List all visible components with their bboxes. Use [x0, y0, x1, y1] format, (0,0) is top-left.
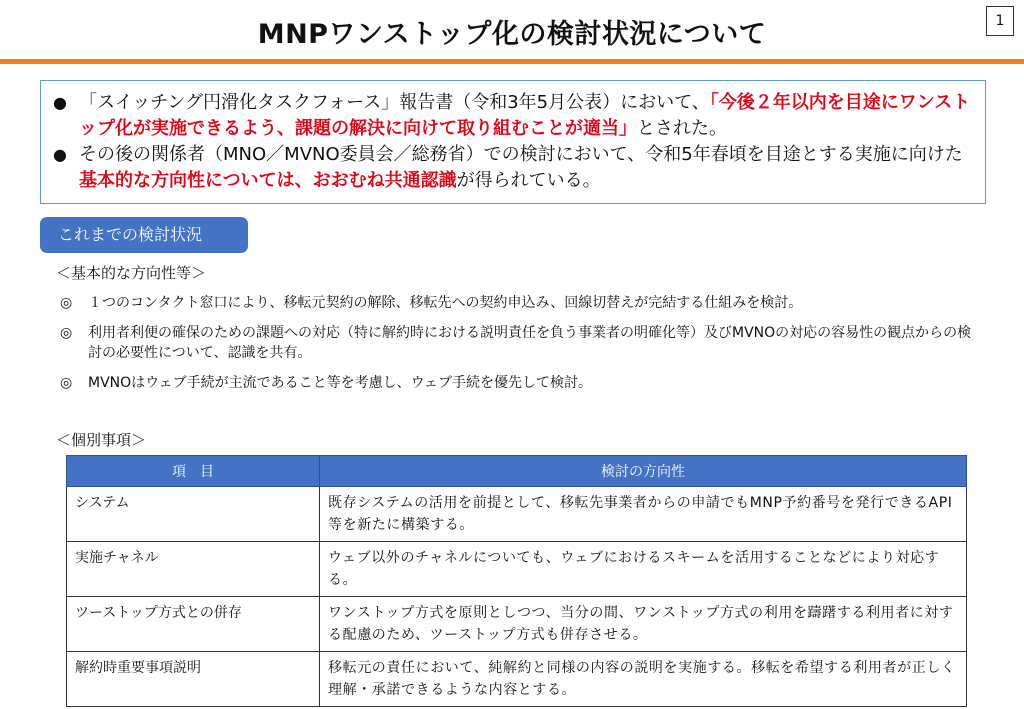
- basic-direction-heading: ＜基本的な方向性等＞: [56, 264, 207, 282]
- column-header-item: 項 目: [67, 456, 320, 487]
- list-item: ◎ MVNOはウェブ手続が主流であること等を考慮し、ウェブ手続を優先して検討。: [60, 375, 593, 391]
- list-item: ◎ 利用者利便の確保のための課題への対応（特に解約時における説明責任を負う事業者の明確化等）及びMVNOの対応の容易性の観点からの検討の必要性について、認識を共有。: [60, 325, 972, 361]
- table-cell-item: 実施チャネル: [67, 542, 320, 597]
- table-cell-direction: 既存システムの活用を前提として、移転先事業者からの申請でもMNP予約番号を発行できるAPI等を新たに構築する。: [320, 487, 967, 542]
- page-number: 1: [986, 6, 1014, 36]
- individual-items-heading: ＜個別事項＞: [56, 431, 147, 449]
- double-circle-icon: ◎: [60, 325, 73, 341]
- table-cell-direction: ワンストップ方式を原則としつつ、当分の間、ワンストップ方式の利用を躊躇する利用者に対する配慮のため、ツーストップ方式も併存させる。: [320, 597, 967, 652]
- summary-paragraph-2: [53, 142, 975, 194]
- summary-1-tail: とされた。: [637, 118, 727, 139]
- bullet-icon: ●: [53, 145, 67, 164]
- summary-paragraph-1: [53, 90, 975, 142]
- table-cell-item: 解約時重要事項説明: [67, 652, 320, 707]
- table-cell-direction: ウェブ以外のチャネルについても、ウェブにおけるスキームを活用することなどにより対応する。: [320, 542, 967, 597]
- bullet-icon: ●: [53, 93, 67, 112]
- table-row: [67, 652, 967, 707]
- table-cell-item: ツーストップ方式との併存: [67, 597, 320, 652]
- table-header-row: [67, 456, 967, 487]
- double-circle-icon: ◎: [60, 295, 73, 311]
- column-header-direction: 検討の方向性: [320, 456, 967, 487]
- summary-2-highlight: 基本的な方向性については、おおむね共通認識: [79, 170, 457, 191]
- individual-items-table: [66, 455, 967, 707]
- summary-1-text: 「スイッチング円滑化タスクフォース」報告書（令和3年5月公表）において、: [79, 92, 710, 113]
- table-row: [67, 487, 967, 542]
- table-cell-item: システム: [67, 487, 320, 542]
- page-title: MNPワンストップ化の検討状況について: [257, 19, 767, 50]
- table-row: [67, 542, 967, 597]
- summary-2-tail: が得られている。: [456, 170, 601, 191]
- table-cell-direction: 移転元の責任において、純解約と同様の内容の説明を実施する。移転を希望する利用者が正しく理解・承諾できるような内容とする。: [320, 652, 967, 707]
- table-row: [67, 597, 967, 652]
- title-divider: [0, 59, 1024, 64]
- list-item: ◎ １つのコンタクト窓口により、移転元契約の解除、移転先への契約申込み、回線切替えが完結する仕組みを検討。: [60, 295, 803, 311]
- double-circle-icon: ◎: [60, 375, 73, 391]
- summary-2-text: その後の関係者（MNO／MVNO委員会／総務省）での検討において、令和5年春頃を目途とする実施に向けた: [79, 144, 963, 165]
- section-label: これまでの検討状況: [40, 217, 248, 253]
- basic-direction-list: [60, 293, 980, 403]
- summary-1-highlight: 「今後２年以内を目途にワンストップ化が実施できるよう、課題の解決に向けて取り組むことが適当」: [79, 92, 971, 139]
- summary-box: [40, 80, 986, 204]
